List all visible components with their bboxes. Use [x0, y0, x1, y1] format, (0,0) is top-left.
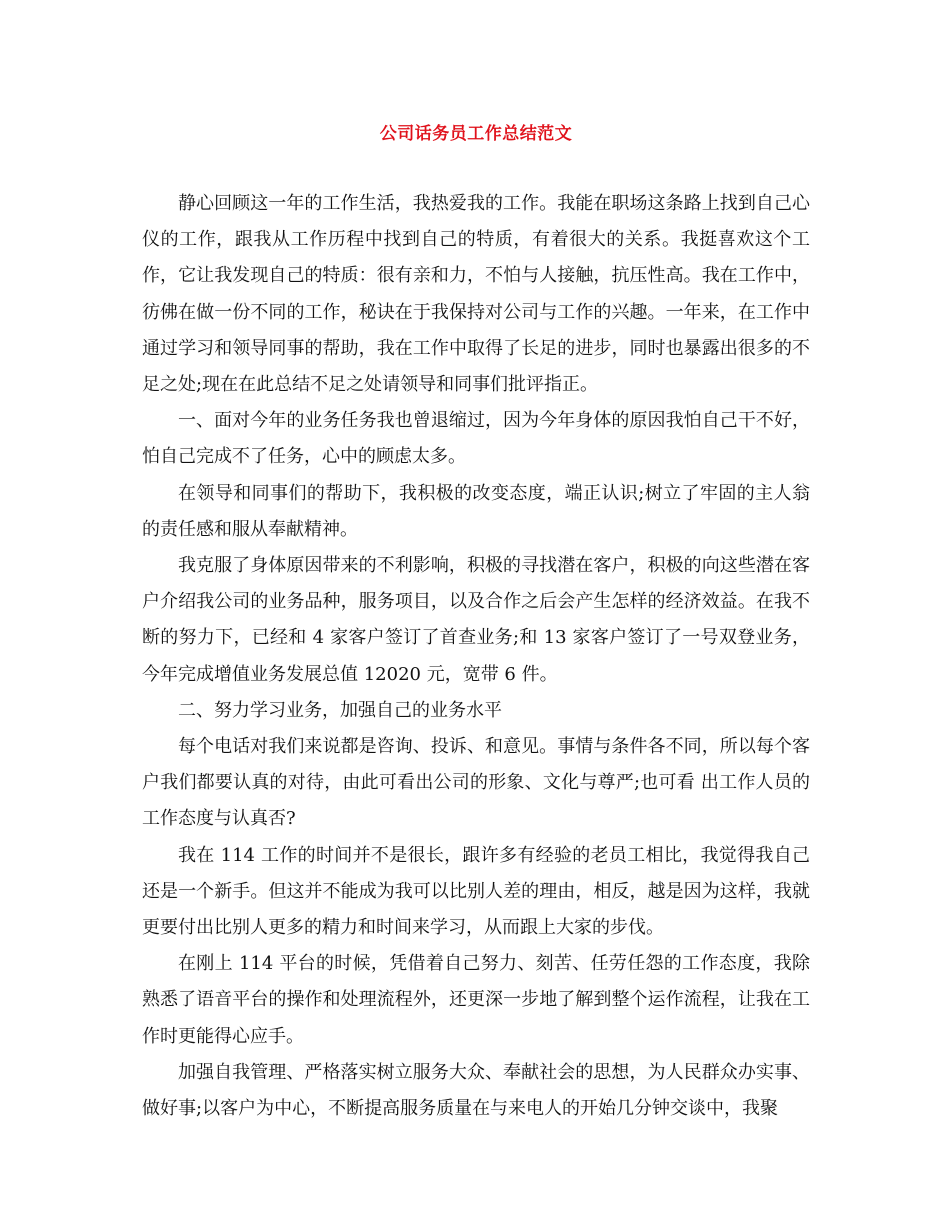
body-paragraph: 我克服了身体原因带来的不利影响，积极的寻找潜在客户，积极的向这些潜在客户介绍我公司的业务品种，服务项目，以及合作之后会产生怎样的经济效益。在我不断的努力下，已经和 4 家客户签订了首查业务;和 13 家客户签订了一号双登业务，今年完成增值业务发展总值 12020 元，宽带 6 件。 — [142, 555, 810, 685]
body-paragraph: 一、面对今年的业务任务我也曾退缩过，因为今年身体的原因我怕自己干不好，怕自己完成不了任务，心中的顾虑太多。 — [142, 410, 810, 468]
body-paragraph: 在刚上 114 平台的时候，凭借着自己努力、刻苦、任劳任怨的工作态度，我除熟悉了语音平台的操作和处理流程外，还更深一步地了解到整个运作流程，让我在工作时更能得心应手。 — [142, 953, 810, 1047]
body-paragraph: 我在 114 工作的时间并不是很长，跟许多有经验的老员工相比，我觉得我自己还是一个新手。但这并不能成为我可以比别人差的理由，相反，越是因为这样，我就更要付出比别人更多的精力和时间来学习，从而跟上大家的步伐。 — [142, 844, 810, 939]
section-heading: 二、努力学习业务，加强自己的业务水平 — [178, 699, 502, 721]
document-body — [142, 186, 810, 1127]
body-paragraph: 在领导和同事们的帮助下，我积极的改变态度，端正认识;树立了牢固的主人翁的责任感和服从奉献精神。 — [142, 482, 810, 540]
body-paragraph: 静心回顾这一年的工作生活，我热爱我的工作。我能在职场这条路上找到自己心仪的工作，跟我从工作历程中找到自己的特质，有着很大的关系。我挺喜欢这个工作，它让我发现自己的特质：很有亲和力，不怕与人接触，抗压性高。我在工作中，彷佛在做一份不同的工作，秘诀在于我保持对公司与工作的兴趣。一年来，在工作中通过学习和领导同事的帮助，我在工作中取得了长足的进步，同时也暴露出很多的不足之处;现在在此总结不足之处请领导和同事们批评指正。 — [142, 193, 810, 396]
body-paragraph: 每个电话对我们来说都是咨询、投诉、和意见。事情与条件各不同，所以每个客户我们都要认真的对待，由此可看出公司的形象、文化与尊严;也可看 出工作人员的工作态度与认真否? — [142, 736, 810, 830]
body-paragraph: 加强自我管理、严格落实树立服务大众、奉献社会的思想，为人民群众办实事、做好事;以客户为中心，不断提高服务质量在与来电人的开始几分钟交谈中，我聚 — [142, 1061, 810, 1120]
document-title: 公司话务员工作总结范文 — [379, 124, 573, 144]
